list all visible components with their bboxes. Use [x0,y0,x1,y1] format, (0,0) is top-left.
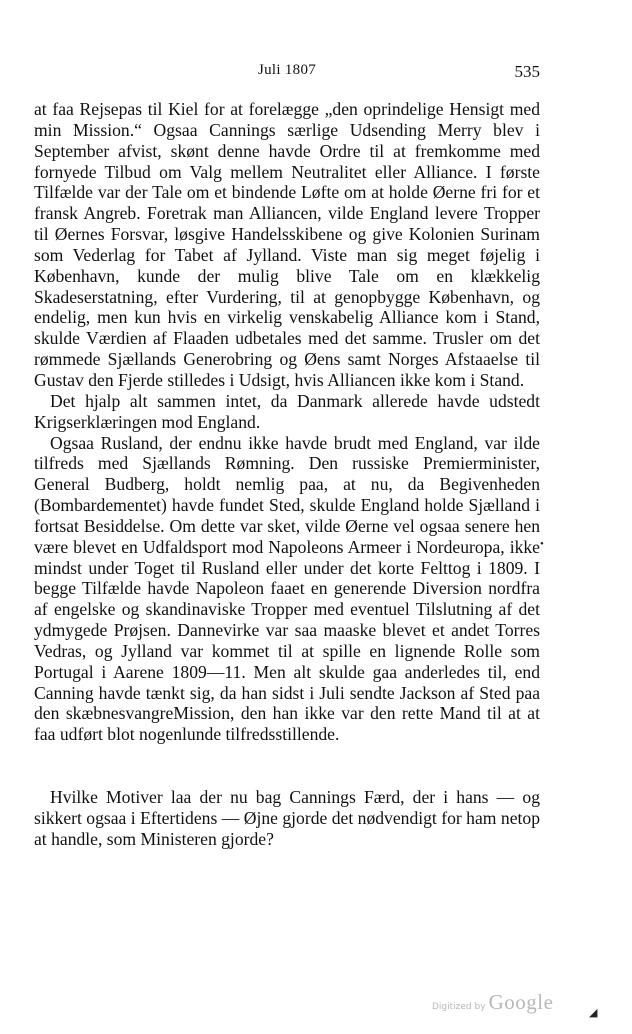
paragraph-1: at faa Rejsepas til Kiel for at forelægge „den oprindelige Hensigt med min Mission.“ Ogsaa Cannings særlige Udsending Merry blev i September afvist, skønt denne havde Ordre til at fremkomme med fornyede Tilbud om Valg mellem Neutralitet eller Alliance. I første Tilfælde var der Tale om et bindende Løfte om at holde Øerne fri for et fransk Angreb. Foretrak man Alliancen, vilde England levere Tropper til Øernes Forsvar, løsgive Handelsskibene og give Kolonien Surinam som Vederlag for Tabet af Jylland. Viste man sig meget føjelig i København, kunde der mulig blive Tale om en klækkelig Skadeserstatning, efter Vurdering, til at genopbygge København, og endelig, men kun hvis en virkelig venskabelig Alliance kom i Stand, skulde Værdien af Flaaden udbetales med det samme. Trusler om det rømmede Sjællands Generobring og Øens samt Norges Afstaaelse til Gustav den Fjerde stilledes i Udsigt, hvis Alliancen ikke kom i Stand. [34,99,540,390]
watermark-prefix: Digitized by [432,1002,486,1012]
paragraph-4: Hvilke Motiver laa der nu bag Cannings Færd, der i hans — og sikkert ogsaa i Eftertidens — Øjne gjorde det nødvendigt for ham netop at handle, som Ministeren gjorde? [34,787,540,849]
section-gap [34,745,540,787]
paragraph-2: Det hjalp alt sammen intet, da Danmark allerede havde udstedt Krigserklæringen mod England. [34,390,540,432]
digitized-watermark [432,990,553,1015]
page-number: 535 [514,62,540,81]
running-header [34,62,540,82]
watermark-brand: Google [488,990,554,1014]
running-title: Juli 1807 [257,62,317,78]
paragraph-3: Ogsaa Rusland, der endnu ikke havde brudt med England, var ilde tilfreds med Sjællands Rømning. Den russiske Premierminister, General Budberg, holdt nemlig paa, at nu, da Begivenheden (Bombardementet) havde fundet Sted, skulde England holde Sjælland i fortsat Besiddelse. Om dette var sket, vilde Øerne vel ogsaa senere hen være blevet en Udfaldsport mod Napoleons Armeer i Nordeuropa, ikke mindst under Toget til Rusland eller under det korte Felttog i 1809. I begge Tilfælde havde Napoleon faaet en generende Diversion nordfra af engelske og skandinaviske Tropper med eventuel Tilslutning af det ydmygede Prøjsen. Dannevirke var saa maaske blevet et andet Torres Vedras, og Jylland var kommet til at spille en lignende Rolle som Portugal i Aarene 1809—11. Men alt skulde gaa anderledes til, end Canning havde tænkt sig, da han sidst i Juli sendte Jackson af Sted paa den skæbnesvangreMission, den han ikke var den rette Mand til at at faa udført blot nogenlunde tilfredsstillende. [34,432,540,745]
margin-dot-mark: • [540,538,544,550]
page-body [34,99,540,850]
corner-mark-icon: ◢ [589,1007,598,1019]
